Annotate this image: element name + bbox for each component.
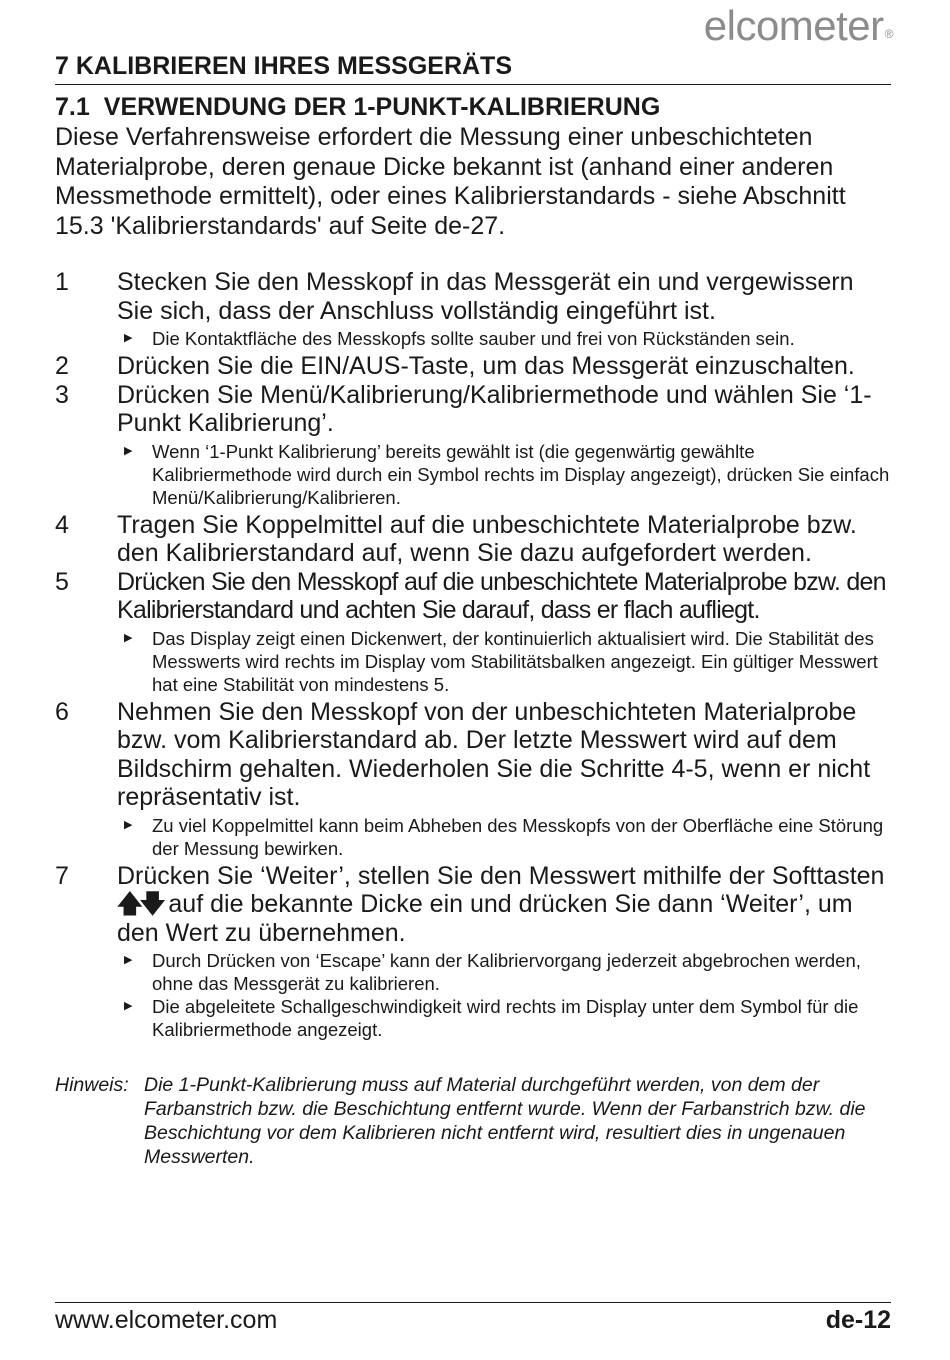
intro-paragraph: Diese Verfahrensweise erfordert die Messung einer unbeschichteten Materialprobe, deren genaue Dicke bekannt ist (anhand einer anderen Messmethode ermittelt), oder eines Kalibrierstandards - siehe Abschnitt 15.3 'Kalibrierstandards' auf Seite de-27. (55, 123, 846, 240)
up-down-arrows-icon: 🡅🡇 (117, 890, 163, 918)
bullet-item (121, 440, 895, 509)
step-number: 2 (55, 352, 69, 380)
step-text: Stecken Sie den Messkopf in das Messgerät ein und vergewissern Sie sich, dass der Anschluss vollständig eingeführt ist. (117, 268, 854, 325)
note-block (55, 1073, 895, 1169)
step-text: Nehmen Sie den Messkopf von der unbeschichteten Materialprobe bzw. vom Kalibrierstandard ab. Der letzte Messwert wird auf dem Bildschirm gehalten. Wiederholen Sie die Schritte 4-5, wenn er nicht repräsentativ ist. (117, 697, 871, 811)
page-content (55, 93, 895, 1169)
step-text-after: auf die bekannte Dicke ein und drücken Sie dann ‘Weiter’, um den Wert zu übernehmen. (117, 890, 853, 947)
bullet-item (121, 627, 895, 696)
step-number: 1 (55, 268, 69, 296)
step-bullets (121, 814, 895, 860)
footer-url: www.elcometer.com (55, 1306, 278, 1334)
bullet-item (121, 949, 895, 995)
bullet-item (121, 995, 895, 1041)
step-item (55, 381, 895, 438)
page-number: de-12 (825, 1306, 891, 1334)
step-number: 7 (55, 861, 69, 890)
step-text: Drücken Sie den Messkopf auf die unbeschichtete Materialprobe bzw. den Kalibrierstandard und achten Sie darauf, dass er flach aufliegt. (117, 567, 886, 624)
step-item (55, 268, 895, 325)
step-text: Tragen Sie Koppelmittel auf die unbeschichtete Materialprobe bzw. den Kalibrierstandard auf, wenn Sie dazu aufgefordert werden. (117, 510, 857, 567)
note-text: Die 1-Punkt-Kalibrierung muss auf Material durchgeführt werden, von dem der Farbanstrich bzw. die Beschichtung entfernt wurde. Wenn der Farbanstrich bzw. die Beschichtung vor dem Kalibrieren nicht entfernt wird, resultiert dies in ungenauen Messwerten. (144, 1074, 866, 1168)
bullet-item (121, 814, 895, 860)
bullet-text: Die abgeleitete Schallgeschwindigkeit wird rechts im Display unter dem Symbol für die Kalibriermethode angezeigt. (152, 996, 859, 1040)
step-text: Drücken Sie die EIN/AUS-Taste, um das Messgerät einzuschalten. (117, 352, 855, 380)
step-bullets (121, 627, 895, 696)
logo-registered-mark: ® (884, 27, 893, 41)
note-label: Hinweis: (55, 1074, 129, 1096)
page-footer (55, 1302, 891, 1335)
step-number: 4 (55, 510, 69, 539)
step-bullets (121, 440, 895, 509)
step-item (55, 352, 895, 381)
section-heading (55, 93, 895, 121)
bullet-text: Zu viel Koppelmittel kann beim Abheben des Messkopfs von der Oberfläche eine Störung der Messung bewirken. (152, 814, 884, 859)
bullet-text: Wenn ‘1-Punkt Kalibrierung’ bereits gewählt ist (die gegenwärtig gewählte Kalibriermethode wird durch ein Symbol rechts im Display angezeigt), drücken Sie einfach Menü/Kalibrierung/Kalibrieren. (152, 440, 890, 508)
bullet-arrow-icon: ▶ (124, 954, 133, 966)
bullet-arrow-icon: ▶ (124, 631, 133, 644)
step-bullets (121, 949, 895, 1041)
step-bullets (121, 327, 895, 350)
step-item (55, 698, 895, 812)
bullet-text: Durch Drücken von ‘Escape’ kann der Kalibriervorgang jederzeit abgebrochen werden, ohne das Messgerät zu kalibrieren. (152, 950, 861, 994)
steps-list (55, 268, 895, 1041)
step-item (55, 568, 895, 625)
step-number: 5 (55, 567, 69, 596)
brand-logo (704, 2, 892, 50)
section-title: VERWENDUNG DER 1-PUNKT-KALIBRIERUNG (103, 93, 661, 121)
step-item (55, 862, 895, 948)
step-text-before: Drücken Sie ‘Weiter’, stellen Sie den Messwert mithilfe der Softtasten (117, 861, 885, 890)
bullet-arrow-icon: ▶ (124, 818, 133, 831)
chapter-title: 7 KALIBRIEREN IHRES MESSGERÄTS (55, 52, 891, 85)
bullet-text: Das Display zeigt einen Dickenwert, der kontinuierlich aktualisiert wird. Die Stabilität des Messwerts wird rechts im Display vom Stabilitätsbalken angezeigt. Ein gültiger Messwert hat eine Stabilität von mindestens 5. (152, 627, 878, 695)
bullet-arrow-icon: ▶ (124, 444, 133, 457)
logo-text: elcometer (703, 2, 884, 49)
step-item (55, 511, 895, 568)
step-number: 6 (55, 697, 69, 726)
bullet-arrow-icon: ▶ (124, 332, 133, 344)
bullet-text: Die Kontaktfläche des Messkopfs sollte sauber und frei von Rückständen sein. (152, 328, 795, 349)
bullet-arrow-icon: ▶ (124, 1000, 133, 1012)
step-text (117, 862, 895, 948)
section-number: 7.1 (55, 93, 90, 121)
step-number: 3 (55, 380, 69, 409)
step-text: Drücken Sie Menü/Kalibrierung/Kalibriermethode und wählen Sie ‘1-Punkt Kalibrierung’. (117, 380, 872, 437)
bullet-item (121, 327, 895, 350)
